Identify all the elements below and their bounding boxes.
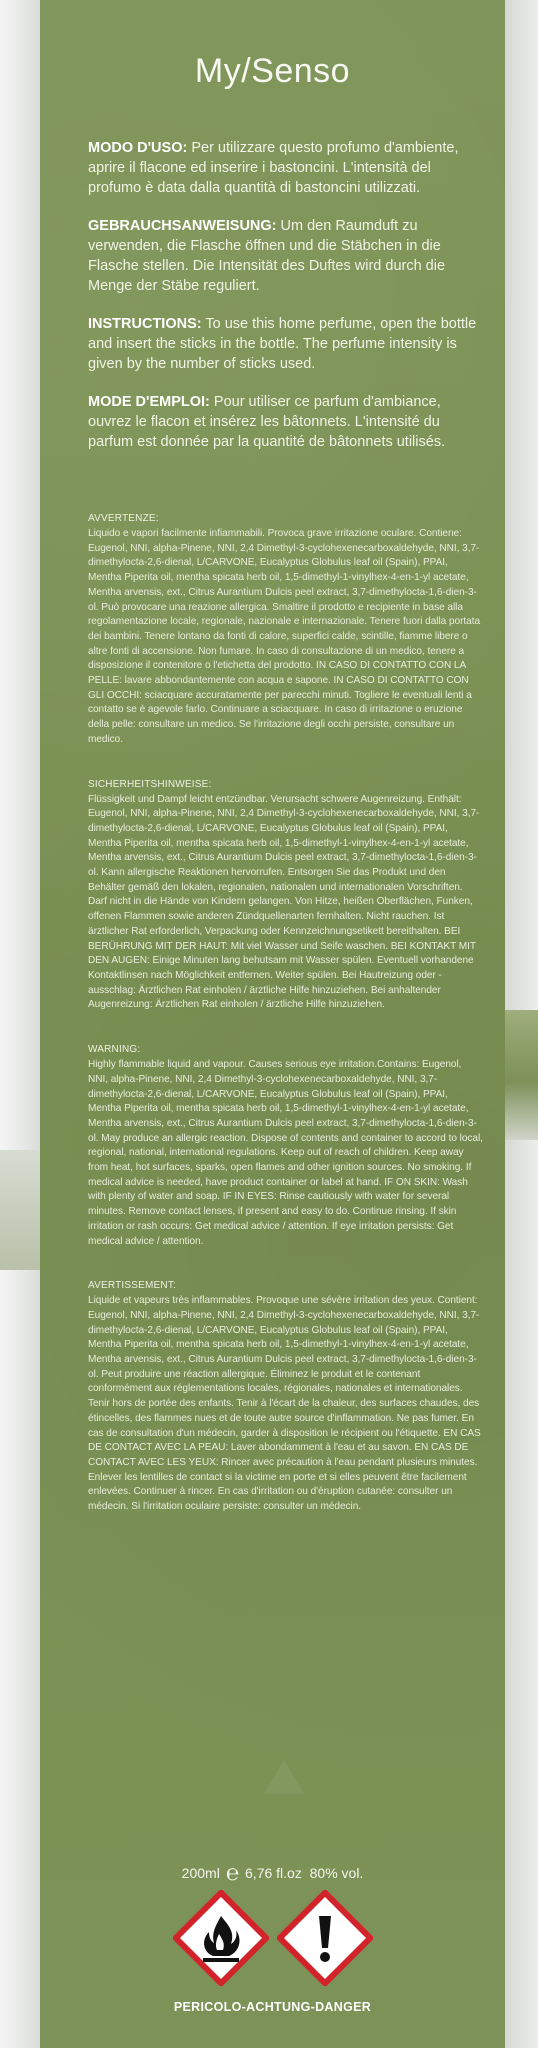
volume-ml: 200ml: [181, 1865, 220, 1881]
instruction-de: [88, 216, 479, 296]
warning-block-it: [88, 512, 483, 748]
usage-instructions: [88, 138, 479, 470]
warning-block-en: [88, 1043, 483, 1249]
instruction-text: Per utilizzare questo profumo d'ambiente, aprire il flacone ed inserire i bastoncini. L'intensità del profumo è data dalla quantità di bastoncini utilizzati.: [88, 140, 459, 196]
instruction-heading: GEBRAUCHSANWEISUNG:: [88, 218, 277, 234]
warning-text: Flüssigkeit und Dampf leicht entzündbar. Verursacht schwere Augenreizung. Enthält: Eugenol, NNI, alpha-Pinene, NNI, 2,4 Dimethyl-3-cyclohexenecarboxaldehyde, NNI, 3,7-dimethylocta-2,6-dienal, L/CARVONE, Eucalyptus Globulus leaf oil (Spain), PPAI, Mentha Piperita oil, mentha spicata herb oil, 1,5-dimethyl-1-vinylhex-4-en-1-yl acetate, Mentha arvensis, ext., Citrus Aurantium Dulcis peel extract, 3,7-dimethylocta-1,6-dien-3-ol. Kann allergische Reaktionen hervorrufen. Entsorgen Sie das Produkt und den Behälter gemäß den lokalen, regionalen, nationalen und internationalen Vorschriften. Darf nicht in die Hände von Kindern gelangen. Von Hitze, heißen Oberflächen, Funken, offenen Flammen sowie anderen Zündquellenarten fernhalten. Nicht rauchen. Ist ärztlicher Rat erforderlich, Verpackung oder Kennzeichnungsetikett bereithalten. BEI BERÜHRUNG MIT DER HAUT: Mit viel Wasser und Seife waschen. BEI KONTAKT MIT DEN AUGEN: Einige Minuten lang behutsam mit Wasser spülen. Eventuell vorhandene Kontaktlinsen nach Möglichkeit entfernen. Weiter spülen. Bei Hautreizung oder -ausschlag: Ärztlichen Rat einholen / ärztliche Hilfe hinzuziehen. Bei anhaltender Augenreizung: Ärztlichen Rat einholen / ärztliche Hilfe hinzuziehen.: [88, 793, 480, 1011]
decorative-triangle: [264, 1760, 304, 1794]
instruction-text: Um den Raumduft zu verwenden, die Flasche öffnen und die Stäbchen in die Flasche stellen. Die Intensität des Duftes wird durch die Menge der Stäbe reguliert.: [88, 218, 446, 294]
exclamation-pictogram-icon: [277, 1890, 373, 1986]
instruction-text: To use this home perfume, open the bottle and insert the sticks in the bottle. The perfume intensity is given by the number of sticks used.: [88, 316, 477, 372]
volume-line: [40, 1860, 505, 1886]
warning-heading: SICHERHEITSHINWEISE:: [88, 778, 212, 790]
left-side-landscape: [0, 1150, 40, 1270]
alcohol-volume: 80% vol.: [309, 1865, 364, 1881]
warning-text: Liquido e vapori facilmente infiammabili. Provoca grave irritazione oculare. Contiene: Eugenol, NNI, alpha-Pinene, NNI, 2,4 Dimethyl-3-cyclohexenecarboxaldehyde, NNI, 3,7-dimethylocta-2,6-dienal, L/CARVONE, Eucalyptus Globulus leaf oil (Spain), PPAI, Mentha Piperita oil, mentha spicata herb oil, 1,5-dimethyl-1-vinylhex-4-en-1-yl acetate, Mentha arvensis, ext., Citrus Aurantium Dulcis peel extract, 3,7-dimethylocta-1,6-dien-3-ol. Può provocare una reazione allergica. Smaltire il prodotto e recipiente in base alla regolamentazione locale, regionale, nazionale e internazionale. Tenere fuori dalla portata dei bambini. Tenere lontano da fonti di calore, superfici calde, scintille, fiamme libere o altre fonti di accensione. Non fumare. In caso di consultazione di un medico, tenere a disposizione il contenitore o l'etichetta del prodotto. IN CASO DI CONTATTO CON LA PELLE: lavare abbondantemente con acqua e sapone. IN CASO DI CONTATTO CON GLI OCCHI: sciacquare accuratamente per parecchi minuti. Togliere le eventuali lenti a contatto se è agevole farlo. Continuare a sciacquare. In caso di irritazione o eruzione della pelle: consultare un medico. Se l'irritazione degli occhi persiste, consultare un medico.: [88, 528, 481, 745]
volume-floz: 6,76 fl.oz: [245, 1865, 302, 1881]
instruction-heading: MODO D'USO:: [88, 140, 188, 156]
warning-heading: AVVERTENZE:: [88, 513, 159, 524]
warning-text: Liquide et vapeurs très inflammables. Provoque une sévère irritation des yeux. Contient: Eugenol, NNI, alpha-Pinene, NNI, 2,4 Dimethyl-3-cyclohexenecarboxaldehyde, NNI, 3,7-dimethylocta-2,6-dienal, L/CARVONE, Eucalyptus Globulus leaf oil (Spain), PPAI, Mentha Piperita oil, mentha spicata herb oil, 1,5-dimethyl-1-vinylhex-4-en-1-yl acetate, Mentha arvensis, ext., Citrus Aurantium Dulcis peel extract, 3,7-dimethylocta-1,6-dien-3-ol. Peut produire une réaction allergique. Éliminez le produit et le contenant conformément aux réglementations locales, régionales, nationales et internationales. Tenir hors de portée des enfants. Tenir à l'écart de la chaleur, des surfaces chaudes, des étincelles, des flammes nues et de toute autre source d'inflammation. Ne pas fumer. En cas de consultation d'un médecin, garder à disposition le récipient ou l'étiquette. EN CAS DE CONTACT AVEC LA PEAU: Laver abondamment à l'eau et au savon. EN CAS DE CONTACT AVEC LES YEUX: Rincer avec précaution à l'eau pendant plusieurs minutes. Enlever les lentilles de contact si la victime en porte et si elles peuvent être facilement enlevées. Continuer à rincer. En cas d'irritation ou d'éruption cutanée: consulter un médecin. Si l'irritation oculaire persiste: consulter un médecin.: [88, 1295, 481, 1513]
left-box-side: [0, 0, 40, 2048]
label-panel: [40, 0, 505, 2048]
hazard-pictograms: [40, 1890, 505, 1986]
warning-block-de: [88, 778, 483, 1014]
instruction-it: [88, 138, 479, 198]
brand-prefix: My: [194, 52, 242, 90]
danger-signal-word: PERICOLO-ACHTUNG-DANGER: [173, 2000, 372, 2014]
instruction-heading: INSTRUCTIONS:: [88, 316, 202, 332]
safety-warnings: [88, 512, 483, 1545]
warning-block-fr: [88, 1279, 483, 1515]
instruction-en: [88, 314, 479, 374]
instruction-heading: MODE D'EMPLOI:: [88, 394, 210, 410]
warning-heading: WARNING:: [88, 1044, 141, 1056]
brand-logo: [40, 52, 505, 91]
brand-suffix: Senso: [251, 52, 351, 90]
estimated-sign-icon: ℮: [225, 1860, 240, 1885]
warning-heading: AVERTISSEMENT:: [88, 1280, 177, 1292]
instruction-text: Pour utiliser ce parfum d'ambiance, ouvrez le flacon et insérez les bâtonnets. L'intensité du parfum est donnée par la quantité de bâtonnets utilisés.: [88, 394, 446, 450]
warning-text: Highly flammable liquid and vapour. Causes serious eye irritation.Contains: Eugenol, NNI, alpha-Pinene, NNI, 2,4 Dimethyl-3-cyclohexenecarboxaldehyde, NNI, 3,7-dimethylocta-2,6-dienal, L/CARVONE, Eucalyptus Globulus leaf oil (Spain), PPAI, Mentha Piperita oil, mentha spicata herb oil, 1,5-dimethyl-1-vinylhex-4-en-1-yl acetate, Mentha arvensis, ext., Citrus Aurantium Dulcis peel extract, 3,7-dimethylocta-1,6-dien-3-ol. May produce an allergic reaction. Dispose of contents and container to accord to local, regional, national, international regulations. Keep out of reach of children. Keep away from heat, hot surfaces, sparks, open flames and other ignition sources. No smoking. If medical advice is needed, have product container or label at hand. IF ON SKIN: Wash with plenty of water and soap. IF IN EYES: Rinse cautiously with water for several minutes. Remove contact lenses, if present and easy to do. Continue rinsing. If skin irritation or rash occurs: Get medical advice / attention. If eye irritation persists: Get medical advice / attention.: [88, 1059, 483, 1247]
flame-pictogram-icon: [173, 1890, 269, 1986]
brand-slash: /: [241, 52, 252, 90]
right-side-landscape: [505, 1010, 538, 1140]
instruction-fr: [88, 392, 479, 452]
right-box-side: [505, 0, 538, 2048]
